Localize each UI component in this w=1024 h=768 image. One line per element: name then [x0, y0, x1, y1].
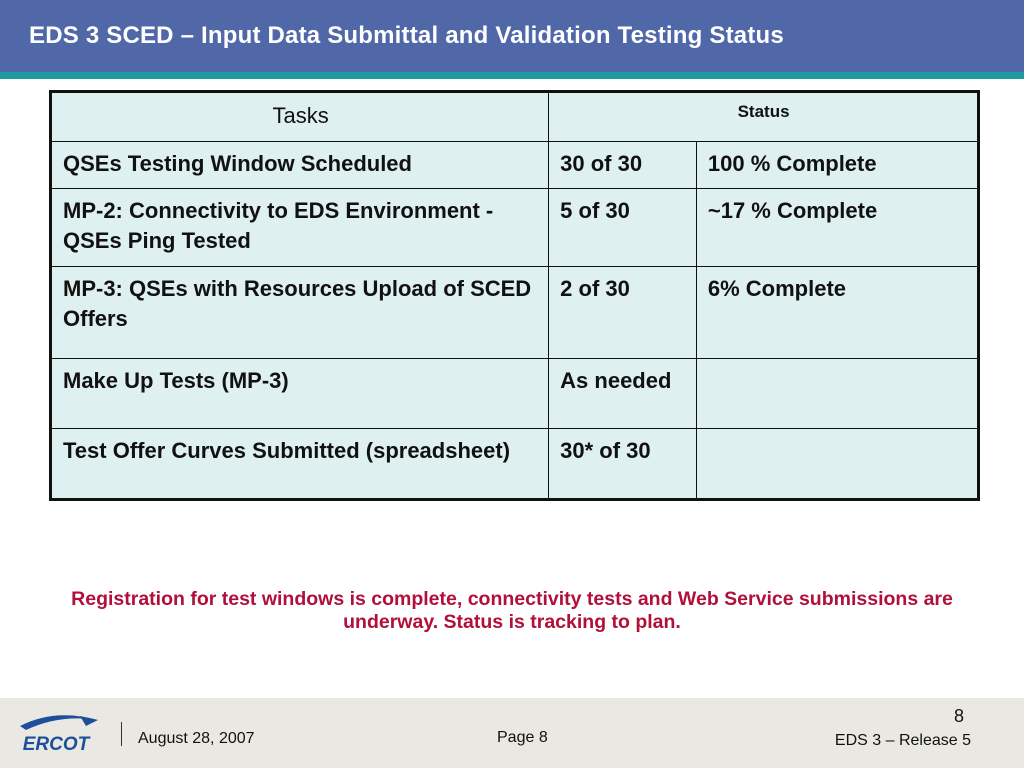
- logo-text: ERCOT: [22, 734, 90, 755]
- table-row: [51, 142, 979, 189]
- percent-cell: [696, 429, 978, 500]
- logo-arrowhead: [80, 716, 98, 726]
- status-table: [49, 90, 980, 501]
- task-cell: MP-3: QSEs with Resources Upload of SCED Offers: [51, 267, 549, 359]
- footer-date: August 28, 2007: [138, 730, 255, 747]
- title-underline: [0, 72, 1024, 79]
- table-row: [51, 267, 979, 359]
- percent-cell: 100 % Complete: [696, 142, 978, 189]
- count-cell: 30* of 30: [549, 429, 697, 500]
- count-cell: 5 of 30: [549, 189, 697, 267]
- table-header-row: [51, 92, 979, 142]
- percent-cell: [696, 359, 978, 429]
- task-cell: QSEs Testing Window Scheduled: [51, 142, 549, 189]
- title-bar: [0, 0, 1024, 72]
- count-cell: 2 of 30: [549, 267, 697, 359]
- header-tasks: Tasks: [51, 92, 549, 142]
- footer-page-label: Page 8: [497, 729, 548, 746]
- slide-number: 8: [953, 706, 964, 726]
- ercot-logo: [10, 706, 104, 758]
- task-cell: MP-2: Connectivity to EDS Environment - QSEs Ping Tested: [51, 189, 549, 267]
- percent-cell: 6% Complete: [696, 267, 978, 359]
- status-note: Registration for test windows is complete, connectivity tests and Web Service submissions are underway. Status is tracking to plan.: [71, 588, 953, 633]
- task-cell: Make Up Tests (MP-3): [51, 359, 549, 429]
- footer: [0, 698, 1024, 768]
- table-row: [51, 429, 979, 500]
- percent-cell: ~17 % Complete: [696, 189, 978, 267]
- count-cell: As needed: [549, 359, 697, 429]
- footer-release: EDS 3 – Release 5: [834, 732, 971, 749]
- task-cell: Test Offer Curves Submitted (spreadsheet): [51, 429, 549, 500]
- slide-title: EDS 3 SCED – Input Data Submittal and Validation Testing Status: [29, 22, 784, 49]
- header-status: Status: [549, 92, 979, 142]
- table-row: [51, 189, 979, 267]
- table-row: [51, 359, 979, 429]
- count-cell: 30 of 30: [549, 142, 697, 189]
- footer-divider: [121, 722, 122, 746]
